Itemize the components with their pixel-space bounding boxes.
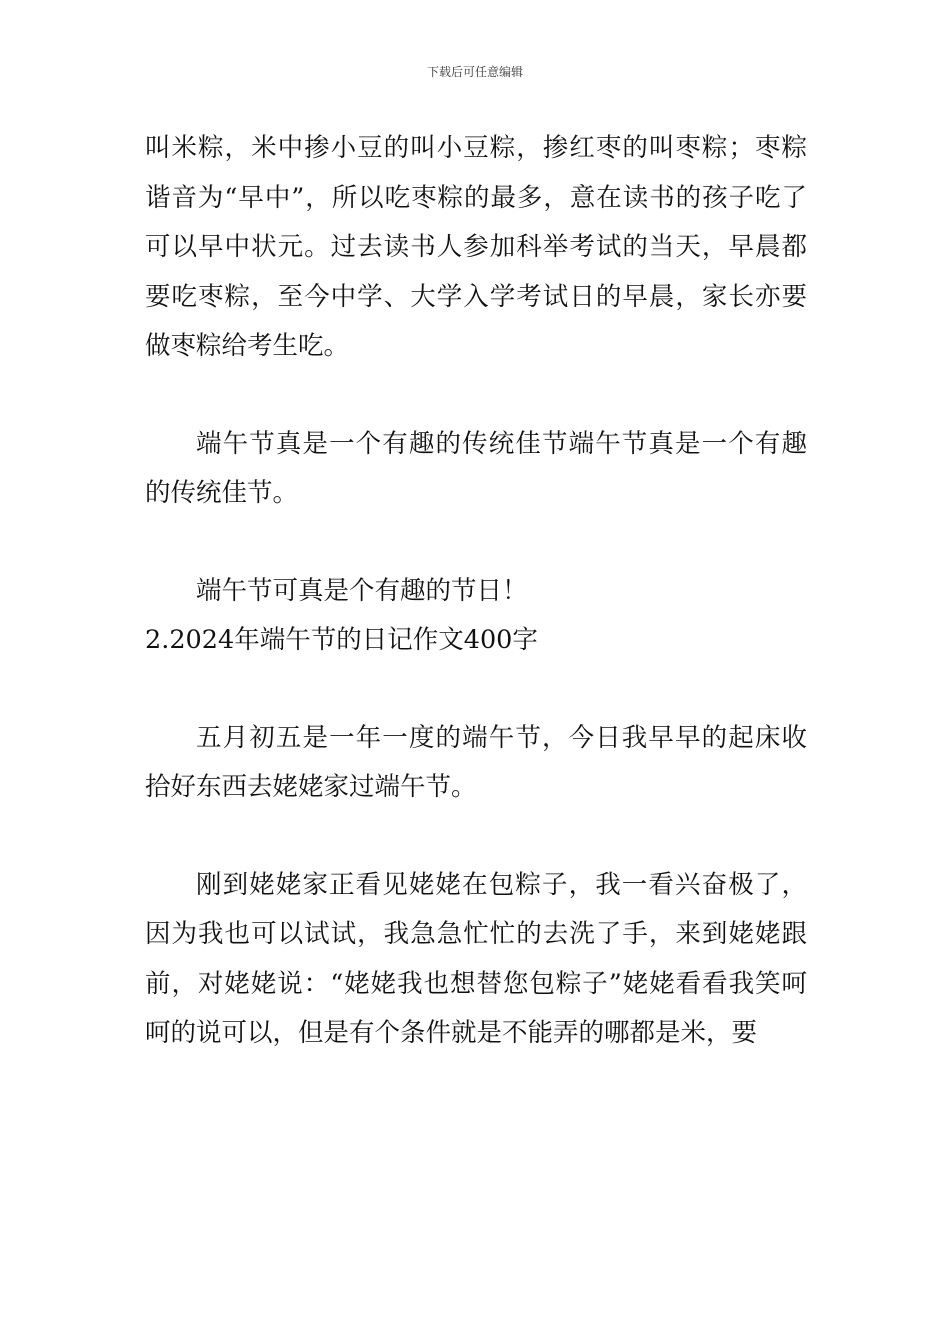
paragraph-zongzi-tradition: 叫米粽，米中掺小豆的叫小豆粽，掺红枣的叫枣粽；枣粽谐音为“早中”，所以吃枣粽的最多，意在读书的孩子吃了可以早中状元。过去读书人参加科举考试的当天，早晨都要吃枣粽，至今中学、大学入学考试日的早晨，家长亦要做枣粽给考生吃。 [145, 133, 807, 361]
page-header: 下载后可任意编辑 [426, 65, 523, 79]
paragraph-visit-grandma: 五月初五是一年一度的端午节，今日我早早的起床收拾好东西去姥姥家过端午节。 [145, 722, 807, 802]
paragraph-making-zongzi: 刚到姥姥家正看见姥姥在包粽子，我一看兴奋极了，因为我也可以试试，我急急忙忙的去洗了手，来到姥姥跟前，对姥姥说：“姥姥我也想替您包粽子”姥姥看看我笑呵呵的说可以，但是有个条件就是不能弄的哪都是米，要 [145, 869, 807, 1048]
section-heading: 2.2024年端午节的日记作文400字 [145, 625, 538, 655]
document-body [145, 124, 807, 1059]
paragraph-festival-interesting: 端午节真是一个有趣的传统佳节端午节真是一个有趣的传统佳节。 [145, 428, 807, 508]
paragraph-festival-exclaim: 端午节可真是个有趣的节日！ [196, 575, 528, 606]
